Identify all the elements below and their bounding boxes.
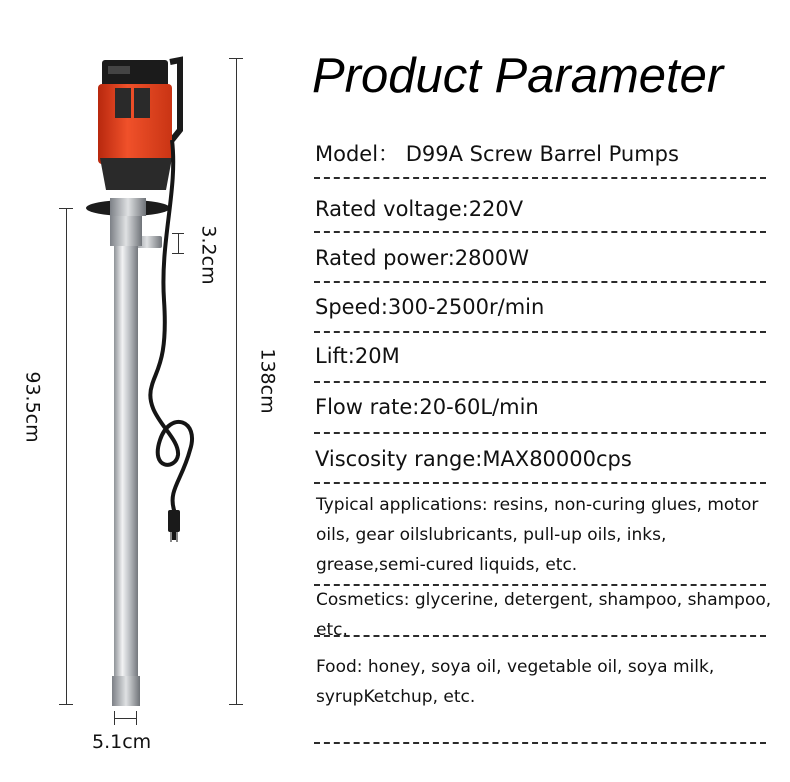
divider <box>314 482 766 484</box>
spec-applications: Typical applications: resins, non-curing glues, motor oils, gear oilslubricants, pull-up oils, inks, grease,semi-cured liquids, etc. <box>316 495 759 575</box>
dimension-tick <box>59 704 73 705</box>
dimension-tick <box>59 208 73 209</box>
diameter-dimension-line <box>114 718 136 719</box>
divider <box>314 432 766 434</box>
tube-length-dimension-line <box>66 208 67 704</box>
divider <box>314 231 766 233</box>
spec-lift: Lift:20M <box>315 344 400 368</box>
dimension-tick <box>229 704 243 705</box>
spec-speed: Speed:300-2500r/min <box>315 295 545 319</box>
spec-voltage: Rated voltage:220V <box>315 197 524 221</box>
page-title: Product Parameter <box>312 49 724 103</box>
spec-power: Rated power:2800W <box>315 246 529 270</box>
divider <box>314 635 766 637</box>
height-dimension-line <box>236 58 237 704</box>
dimension-tick <box>114 711 115 725</box>
spec-flow: Flow rate:20-60L/min <box>315 395 539 419</box>
outlet-dimension-line <box>178 233 179 253</box>
spec-cosmetics: Cosmetics: glycerine, detergent, shampoo, shampoo, etc. <box>316 590 772 640</box>
spec-model: Model： D99A Screw Barrel Pumps <box>315 142 679 166</box>
outlet-height-label: 3.2cm <box>197 225 220 285</box>
spec-food: Food: honey, soya oil, vegetable oil, soya milk, syrupKetchup, etc. <box>316 657 715 707</box>
total-height-label: 138cm <box>256 348 279 414</box>
divider <box>314 281 766 283</box>
tube-diameter-label: 5.1cm <box>92 731 152 753</box>
divider <box>314 381 766 383</box>
divider <box>314 331 766 333</box>
divider <box>314 742 766 744</box>
dimension-tick <box>229 58 243 59</box>
spec-viscosity: Viscosity range:MAX80000cps <box>315 447 632 471</box>
dimension-tick <box>172 233 184 234</box>
tube-length-label: 93.5cm <box>21 371 44 443</box>
dimension-tick <box>136 711 137 725</box>
divider <box>314 177 766 179</box>
dimension-tick <box>172 253 184 254</box>
